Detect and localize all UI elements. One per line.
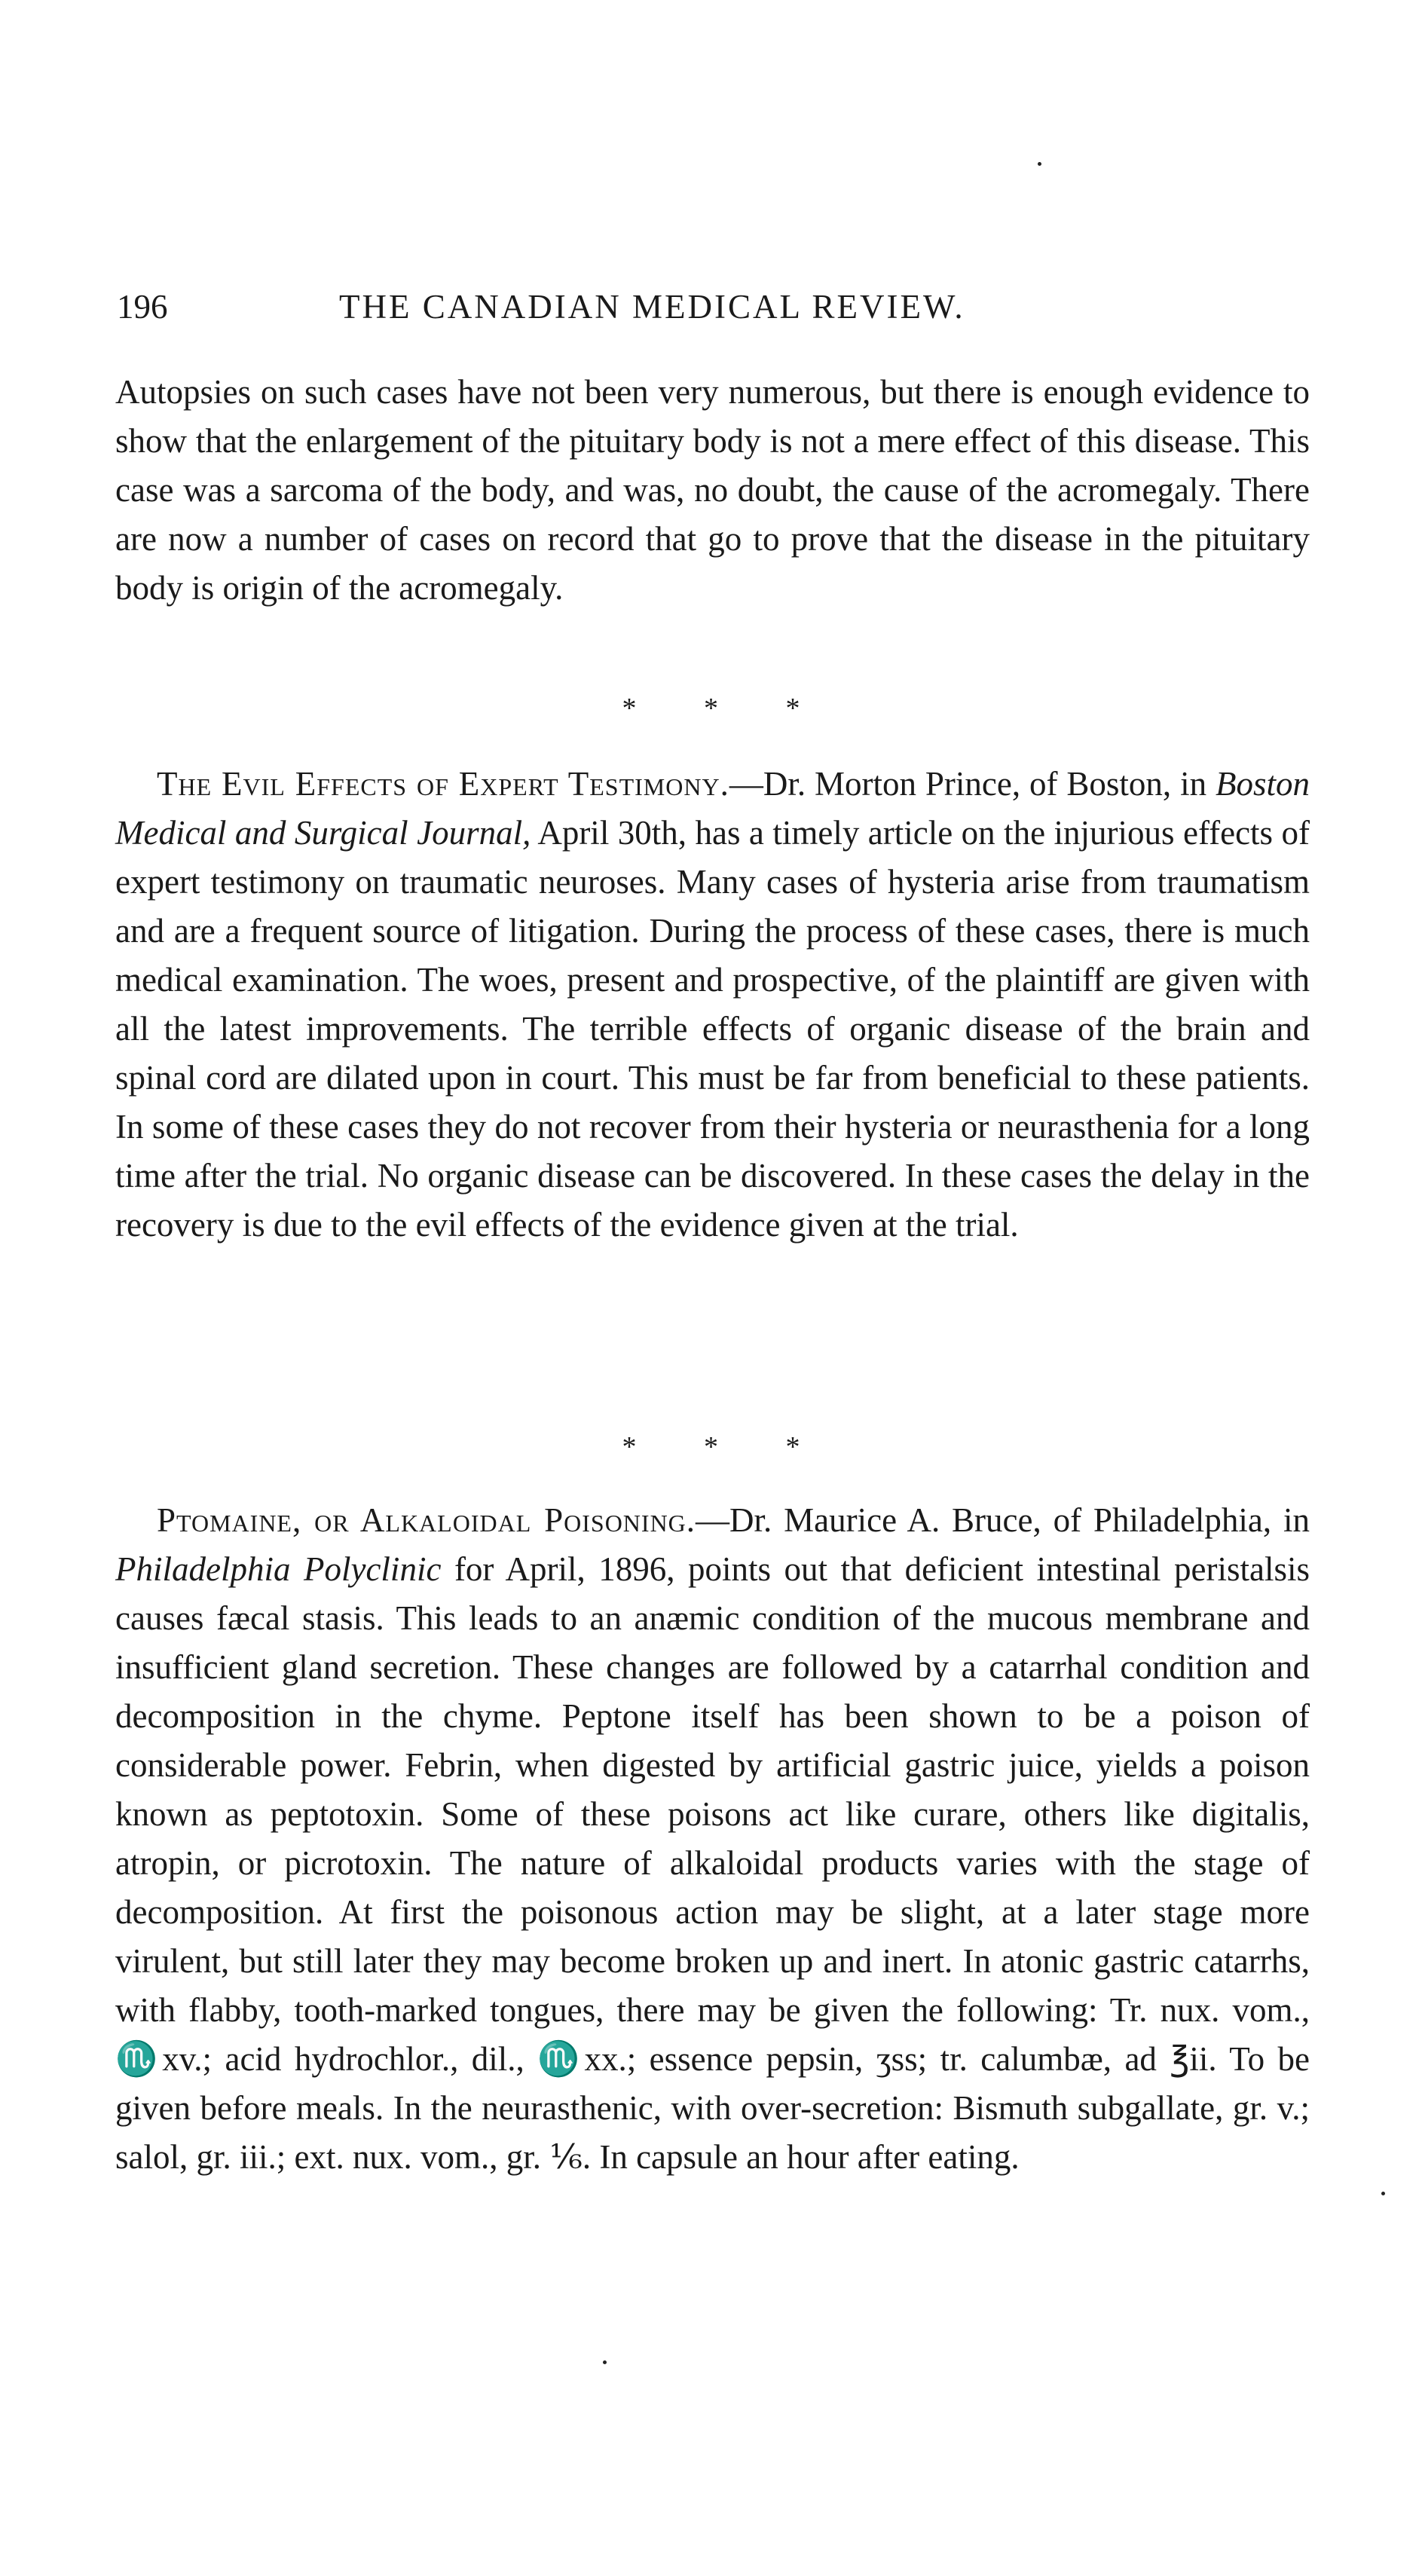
section-heading: Ptomaine, or Alkaloidal Poisoning.: [157, 1501, 696, 1539]
paragraph-acromegaly: [115, 368, 1310, 613]
section-separator: * * *: [622, 1431, 830, 1463]
page-number: 196: [117, 288, 168, 326]
section-heading: The Evil Effects of Expert Testimony.: [157, 765, 729, 803]
page-header: [117, 280, 1300, 333]
journal-title: Philadelphia Polyclinic: [115, 1550, 442, 1588]
paper-speck: [1381, 2192, 1385, 2195]
paragraph-expert-testimony: [115, 760, 1310, 1250]
journal-title: Boston Medical and Surgical Journal,: [115, 765, 1310, 852]
running-head: THE CANADIAN MEDICAL REVIEW.: [339, 288, 965, 326]
paper-speck: [603, 2360, 607, 2364]
paragraph-text: Autopsies on such cases have not been very numerous, but there is enough evidence to show that the enlargement of the pituitary body is not a mere effect of this disease. This case was a sarcoma of the body, and was, no doubt, the cause of the acromegaly. There are now a number of cases on record that go to prove that the disease in the pituitary body is origin of the acromegaly.: [115, 373, 1310, 607]
paper-speck: [1038, 162, 1041, 166]
paragraph-lead: —Dr. Maurice A. Bruce, of Philadelphia, in: [696, 1501, 1310, 1539]
paragraph-ptomaine-poisoning: [115, 1496, 1310, 2182]
paragraph-text: April 30th, has a timely article on the injurious effects of expert testimony on traumatic neuroses. Many cases of hysteria arise from traumatism and are a frequent source of litigation. During the process of these cases, there is much medical examination. The woes, present and prospective, of the plaintiff are given with all the latest improvements. The terrible effects of organic disease of the brain and spinal cord are dilated upon in court. This must be far from beneficial to these patients. In some of these cases they do not recover from their hysteria or neurasthenia for a long time after the trial. No organic disease can be discovered. In these cases the delay in the recovery is due to the evil effects of the evidence given at the trial.: [115, 814, 1310, 1244]
paragraph-text: for April, 1896, points out that deficient intestinal peristalsis causes fæcal stasis. This leads to an anæmic condition of the mucous membrane and insufficient gland secretion. These changes are followed by a catarrhal condition and decomposition in the chyme. Peptone itself has been shown to be a poison of considerable power. Febrin, when digested by artificial gastric juice, yields a poison known as peptotoxin. Some of these poisons act like curare, others like digitalis, atropin, or picrotoxin. The nature of alkaloidal products varies with the stage of decomposition. At first the poisonous action may be slight, at a later stage more virulent, but still later they may become broken up and inert. In atonic gastric catarrhs, with flabby, tooth-marked tongues, there may be given the following: Tr. nux. vom., ♏xv.; acid hydrochlor., dil., ♏xx.; essence pepsin, ʒss; tr. calumbæ, ad ℥ii. To be given before meals. In the neurasthenic, with over-secretion: Bismuth subgallate, gr. v.; salol, gr. iii.; ext. nux. vom., gr. ⅙. In capsule an hour after eating.: [115, 1550, 1310, 2176]
paragraph-lead: —Dr. Morton Prince, of Boston, in: [729, 765, 1216, 803]
section-separator: * * *: [622, 693, 830, 724]
